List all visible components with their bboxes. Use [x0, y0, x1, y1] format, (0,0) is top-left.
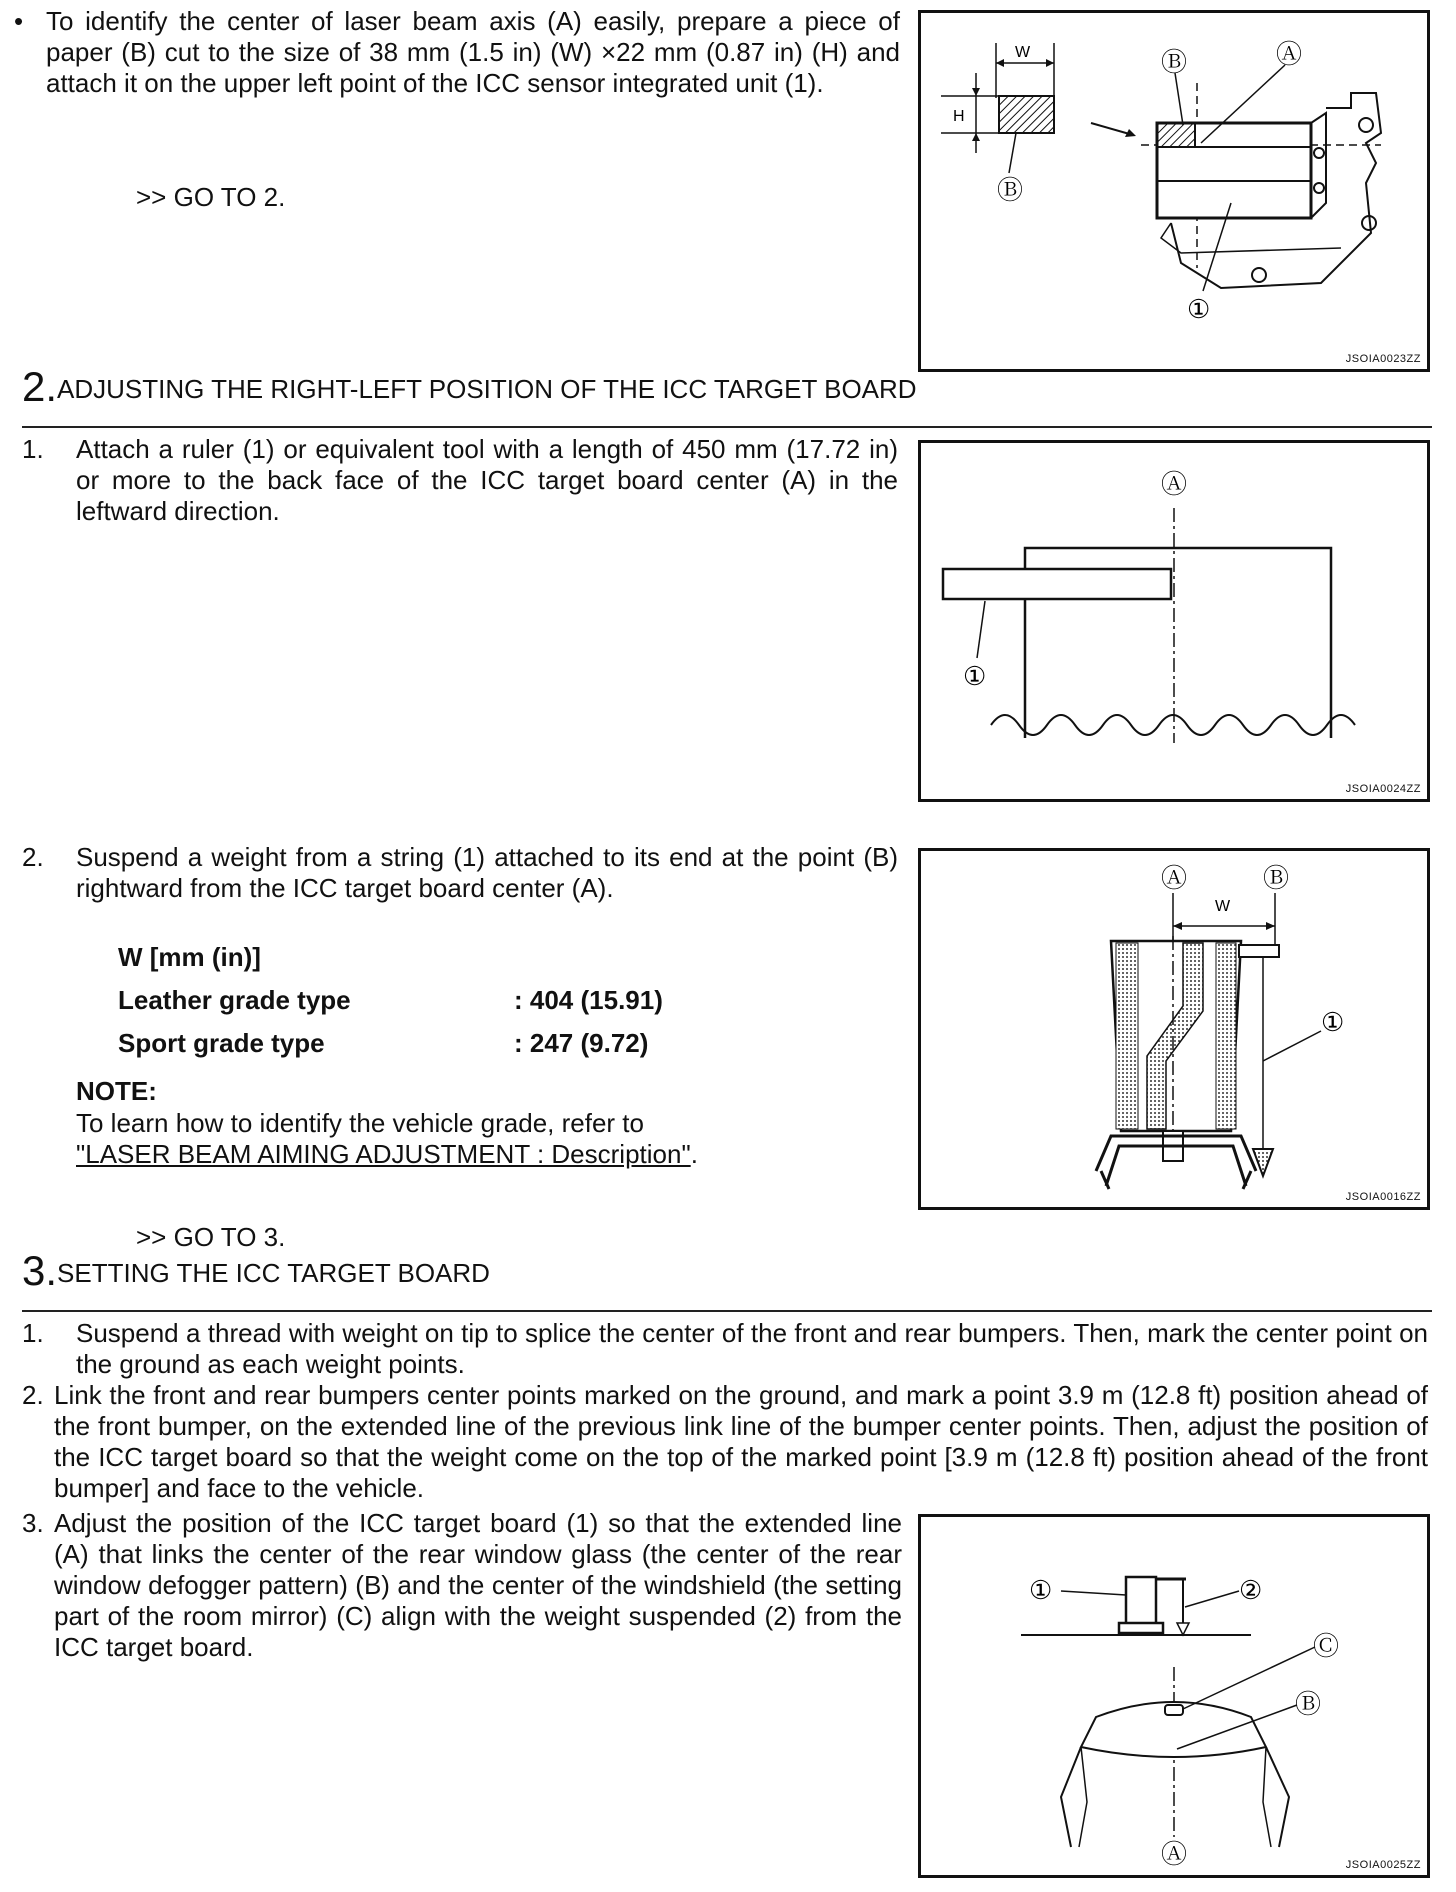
step3-item3-text: [54, 1508, 902, 1663]
item-marker: 2.: [22, 1380, 44, 1410]
spec-value-sport: : 247 (9.72): [514, 1028, 649, 1058]
line-a-callout: Ⓐ: [1161, 1839, 1188, 1869]
figure-code: JSOIA0016ZZ: [1345, 1191, 1421, 1203]
dim-h-label: H: [953, 108, 965, 125]
divider: [22, 426, 1432, 428]
step3-item2-paragraph: Link the front and rear bumpers center points marked on the ground, and mark a point 3.9 m (12.8 ft) position ahead of the front bumper, on the extended line of the previous link line of the bumper center points. Then, adjust the position of the ICC target board so that the weight come on the top of the marked point [3.9 m (12.8 ft) position ahead of the front bumper] and face to the vehicle.: [54, 1380, 1428, 1503]
center-a-callout: Ⓐ: [1161, 863, 1188, 893]
figure-ruler-drawing: [921, 443, 1427, 799]
string-1-callout: ①: [1321, 1007, 1345, 1037]
step1-text: [46, 6, 900, 99]
step-2-title: ADJUSTING THE RIGHT-LEFT POSITION OF THE ICC TARGET BOARD: [57, 374, 917, 404]
dim-w-label: W: [1215, 898, 1231, 915]
figure-sensor-paper-drawing: [921, 13, 1427, 369]
figure-ruler-target-board: [918, 440, 1430, 802]
item-marker: 1.: [22, 1318, 44, 1348]
spec-header: W [mm (in)]: [118, 942, 261, 972]
target-board-1-callout: ①: [1029, 1575, 1053, 1605]
laser-axis-a-callout: Ⓐ: [1276, 39, 1303, 69]
goto-step-2[interactable]: >> GO TO 2.: [136, 182, 286, 212]
step1-paragraph: To identify the center of laser beam axis (A) easily, prepare a piece of paper (B) cut to the size of 38 mm (1.5 in) (W) ×22 mm (0.87 in) (H) and attach it on the upper left point of the ICC sensor integrated unit (1).: [46, 6, 900, 98]
step2-item2-paragraph: Suspend a weight from a string (1) attached to its end at the point (B) rightward from the ICC target board center (A).: [76, 842, 898, 903]
step3-item2-text: [54, 1380, 1428, 1504]
bullet: •: [14, 6, 24, 36]
step2-item1-text: [76, 434, 898, 527]
step-3-heading: [22, 1247, 490, 1294]
paper-b-callout-left: Ⓑ: [997, 175, 1024, 205]
step3-item1-text: [76, 1318, 1428, 1380]
rear-window-b-callout: Ⓑ: [1295, 1689, 1322, 1719]
note-text: [76, 1108, 788, 1170]
spec-label-leather: Leather grade type: [118, 985, 351, 1015]
item-marker: 2.: [22, 842, 44, 872]
goto-step-3[interactable]: >> GO TO 3.: [136, 1222, 286, 1252]
weight-2-callout: ②: [1239, 1575, 1263, 1605]
laser-beam-aiming-link[interactable]: "LASER BEAM AIMING ADJUSTMENT : Description": [76, 1139, 691, 1169]
step-2-heading: [22, 363, 917, 410]
center-a-callout: Ⓐ: [1161, 469, 1188, 499]
figure-code: JSOIA0023ZZ: [1345, 353, 1421, 365]
figure-code: JSOIA0024ZZ: [1345, 783, 1421, 795]
note-body: To learn how to identify the vehicle grade, refer to: [76, 1108, 644, 1138]
figure-weight-string: [918, 848, 1430, 1210]
spec-label-sport: Sport grade type: [118, 1028, 325, 1058]
step3-item1-paragraph: Suspend a thread with weight on tip to splice the center of the front and rear bumpers. Then, mark the center point on the ground as each weight points.: [76, 1318, 1428, 1379]
figure-sensor-paper: [918, 10, 1430, 372]
ruler-1-callout: ①: [963, 661, 987, 691]
dim-w-label: W: [1015, 44, 1031, 61]
divider: [22, 1310, 1432, 1312]
figure-vehicle-alignment: [918, 1514, 1430, 1878]
step-2-number: 2.: [22, 363, 58, 410]
note-title: NOTE:: [76, 1076, 157, 1106]
step2-item2-text: [76, 842, 898, 904]
item-marker: 3.: [22, 1508, 44, 1538]
figure-weight-drawing: [921, 851, 1427, 1207]
windshield-c-callout: Ⓒ: [1313, 1631, 1340, 1661]
spec-value-leather: : 404 (15.91): [514, 985, 663, 1015]
step2-item1-paragraph: Attach a ruler (1) or equivalent tool with a length of 450 mm (17.72 in) or more to the back face of the ICC target board center (A) in the leftward direction.: [76, 434, 898, 526]
step3-item3-paragraph: Adjust the position of the ICC target board (1) so that the extended line (A) that links the center of the rear window glass (the center of the rear window defogger pattern) (B) and the center of the windshield (the setting part of the room mirror) (C) align with the weight suspended (2) from the ICC target board.: [54, 1508, 902, 1662]
figure-alignment-drawing: [921, 1517, 1427, 1875]
paper-b-callout-right: Ⓑ: [1161, 47, 1188, 77]
item-marker: 1.: [22, 434, 44, 464]
note-end: .: [690, 1139, 698, 1169]
sensor-unit-1-callout: ①: [1187, 294, 1211, 324]
point-b-callout: Ⓑ: [1263, 863, 1290, 893]
step-3-title: SETTING THE ICC TARGET BOARD: [57, 1258, 490, 1288]
step-3-number: 3.: [22, 1247, 58, 1294]
figure-code: JSOIA0025ZZ: [1345, 1859, 1421, 1871]
